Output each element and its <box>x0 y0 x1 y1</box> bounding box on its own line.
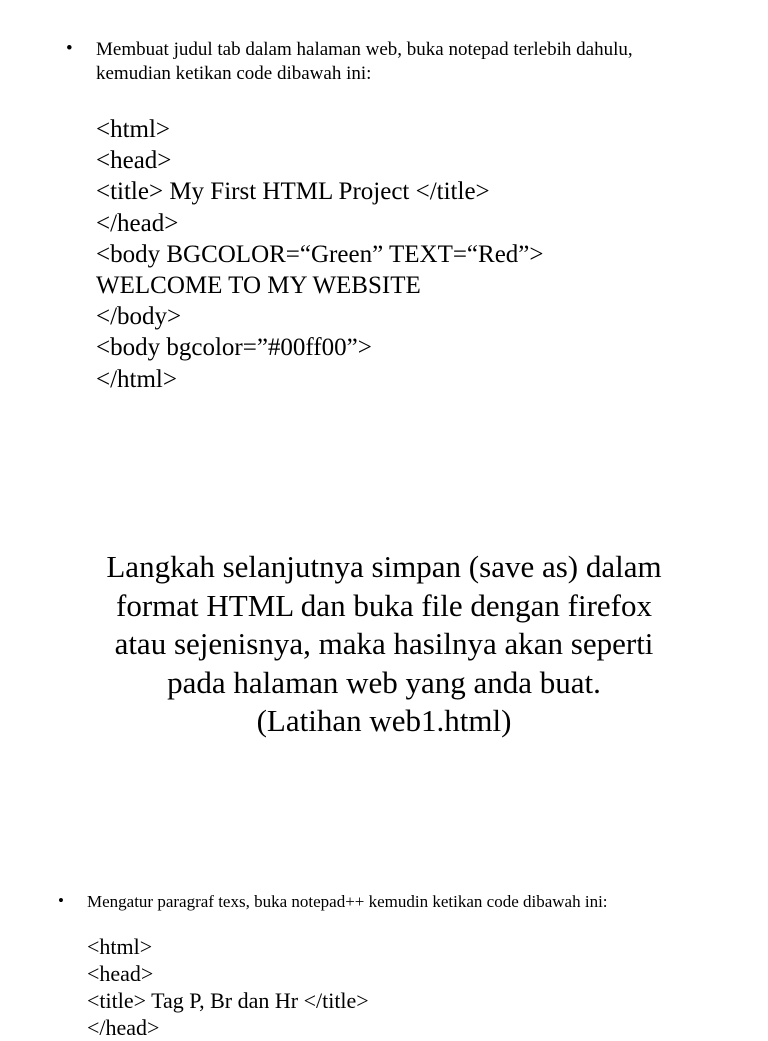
bullet-marker: • <box>66 38 73 59</box>
paragraph-line: format HTML dan buka file dengan firefox <box>116 587 652 623</box>
code-block-1 <box>96 114 544 395</box>
code-line: </head> <box>96 209 179 237</box>
paragraph-line: (Latihan web1.html) <box>256 703 512 738</box>
code-line: <title> My First HTML Project </title> <box>96 178 490 206</box>
code-line: <html> <box>96 116 171 143</box>
code-line: <head> <box>96 147 172 175</box>
paragraph-line: pada halaman web yang anda buat. <box>167 664 601 700</box>
code-line: </head> <box>87 1015 160 1040</box>
paragraph-line: Langkah selanjutnya simpan (save as) dalam <box>106 549 662 584</box>
code-line: <head> <box>87 961 154 986</box>
code-line: <html> <box>87 934 153 959</box>
code-line: <body bgcolor=”#00ff00”> <box>96 334 372 362</box>
paragraph-line: atau sejenisnya, maka hasilnya akan seperti <box>114 626 654 661</box>
intro-paragraph-1: Membuat judul tab dalam halaman web, buka notepad terlebih dahulu, kemudian ketikan code dibawah ini: <box>96 39 633 84</box>
intro-paragraph-2: Mengatur paragraf texs, buka notepad++ kemudin ketikan code dibawah ini: <box>87 892 608 911</box>
code-block-2 <box>87 933 369 1041</box>
code-line: <title> Tag P, Br dan Hr </title> <box>87 988 369 1013</box>
code-line: </html> <box>96 365 177 393</box>
instruction-paragraph <box>0 548 768 741</box>
bullet-marker: • <box>58 891 64 910</box>
code-line: </body> <box>96 303 182 331</box>
code-line: <body BGCOLOR=“Green” TEXT=“Red”> <box>96 240 544 268</box>
code-line: WELCOME TO MY WEBSITE <box>96 272 421 300</box>
